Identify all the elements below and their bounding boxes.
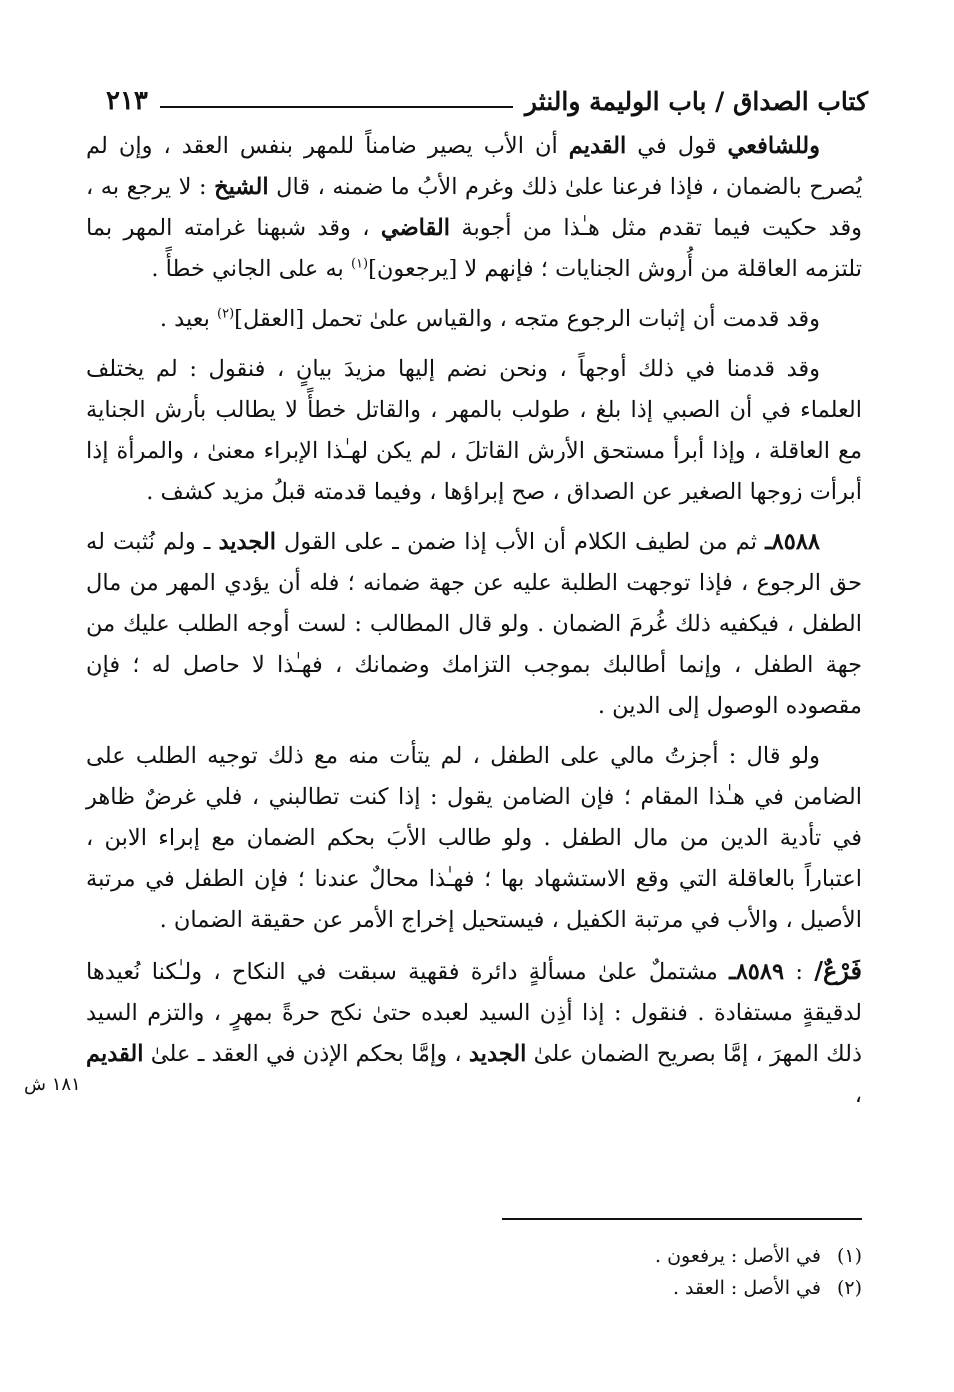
footnote-number: (١) <box>836 1245 862 1267</box>
text-run: : <box>784 959 815 985</box>
text-run: القديم <box>568 133 627 159</box>
paragraph-4 <box>86 522 862 727</box>
footnotes <box>362 1240 862 1304</box>
text-run: ـ ولم نُثبت له حق الرجوع ، فإذا توجهت الطلبة عليه عن جهة ضمانه ؛ فله أن يؤدي المهر من مال الطفل ، فيكفيه ذلك غُرمَ الضمان . ولو قال المطالب : لست أوجه الطلب عليك من جهة الطفل ، وإنما أطالبك بموجب التزامك وضمانك ، فهـٰذا لا حاصل له ؛ فإن مقصوده الوصول إلى الدين . <box>86 529 862 719</box>
text-run: ، <box>854 1082 862 1108</box>
text-run: الجديد <box>468 1041 527 1067</box>
text-run: قول في <box>626 133 728 159</box>
footnote-2 <box>362 1272 862 1304</box>
header-rule <box>160 106 513 108</box>
main-text <box>86 126 862 1116</box>
footnote-text: في الأصل : العقد . <box>672 1277 821 1299</box>
footnote-separator <box>502 1218 862 1220</box>
text-run: ثم من لطيف الكلام أن الأب إذا ضمن ـ على القول <box>275 529 766 555</box>
text-run: مشتملٌ علىٰ مسألةٍ دائرة فقهية سبقت في النكاح ، ولـٰكنا نُعيدها لدقيقةٍ مستفادة . فنقول : إذا أذِن السيد لعبده حتىٰ نكح حرةً بمهرٍ ، والتزم السيد ذلك المهرَ ، إمَّا بصريح الضمان علىٰ <box>86 959 862 1067</box>
text-run: الجديد <box>218 529 276 555</box>
header-title: كتاب الصداق / باب الوليمة والنثر <box>524 87 868 116</box>
running-header <box>106 74 868 114</box>
text-run: أن الأب يصير ضامناً للمهر بنفس العقد ، وإن لم يُصرح بالضمان ، فإذا فرعنا علىٰ ذلك وغرم الأبُ ما ضمنه ، قال <box>86 133 862 200</box>
text-run: وقد قدمت أن إثبات الرجوع متجه ، والقياس علىٰ تحمل [العقل] <box>234 306 820 332</box>
text-run: بعيد . <box>159 306 218 332</box>
section-number: ٨٥٨٩ـ <box>729 959 785 985</box>
page-number: ٢١٣ <box>106 86 148 116</box>
text-run: ، وإمَّا بحكم الإذن في العقد ـ علىٰ <box>143 1041 469 1067</box>
text-run: الشيخ <box>214 174 269 200</box>
footnote-ref-1[interactable]: (١) <box>350 256 369 272</box>
text-run: به على الجاني خطأً . <box>151 256 351 282</box>
paragraph-6 <box>86 950 862 1116</box>
paragraph-3: وقد قدمنا في ذلك أوجهاً ، ونحن نضم إليها مزيدَ بيانٍ ، فنقول : لم يختلف العلماء في أن الصبي إذا بلغ ، طولب بالمهر ، والقاتل خطأً لا يطالب بأرش الجناية مع العاقلة ، وإذا أبرأ مستحق الأرش القاتلَ ، لم يكن لهـٰذا الإبراء معنىٰ ، والمرأة إذا أبرأت زوجها الصغير عن الصداق ، صح إبراؤها ، وفيما قدمته قبلُ مزيد كشف . <box>86 356 862 505</box>
footnote-text: في الأصل : يرفعون . <box>654 1245 821 1267</box>
text-run: وللشافعي <box>727 133 820 159</box>
far-heading: فَرْعٌ/ <box>814 956 863 985</box>
section-number: ٨٥٨٨ـ <box>765 529 820 555</box>
text-run: القديم <box>86 1041 144 1067</box>
text-run: ، وقد شبهنا غرامته المهر بما تلتزمه العاقلة من أُروش الجنايات ؛ فإنهم لا [يرجعون] <box>86 215 862 282</box>
footnote-ref-2[interactable]: (٢) <box>217 306 235 322</box>
paragraph-1 <box>86 126 862 290</box>
footnote-1 <box>362 1240 862 1272</box>
text-run: : لا يرجع به ، وقد حكيت فيما تقدم مثل هـٰذا من أجوبة <box>86 174 862 241</box>
paragraph-5: ولو قال : أجزتُ مالي على الطفل ، لم يتأت منه مع ذلك توجيه الطلب على الضامن في هـٰذا المقام ؛ فإن الضامن يقول : إذا كنت تطالبني ، فلي غرضٌ ظاهر في تأدية الدين من مال الطفل . ولو طالب الأبَ بحكم الضمان مع إبراء الابن ، اعتباراً بالعاقلة التي وقع الاستشهاد بها ؛ فهـٰذا محالٌ عندنا ؛ فإن الطفل في مرتبة الأصيل ، والأب في مرتبة الكفيل ، فيستحيل إخراج الأمر عن حقيقة الضمان . <box>86 743 862 933</box>
text-run: القاضي <box>380 215 451 241</box>
footnote-number: (٢) <box>836 1277 862 1299</box>
paragraph-2 <box>86 299 862 340</box>
margin-folio-note: ١٨١ ش <box>24 1074 81 1095</box>
